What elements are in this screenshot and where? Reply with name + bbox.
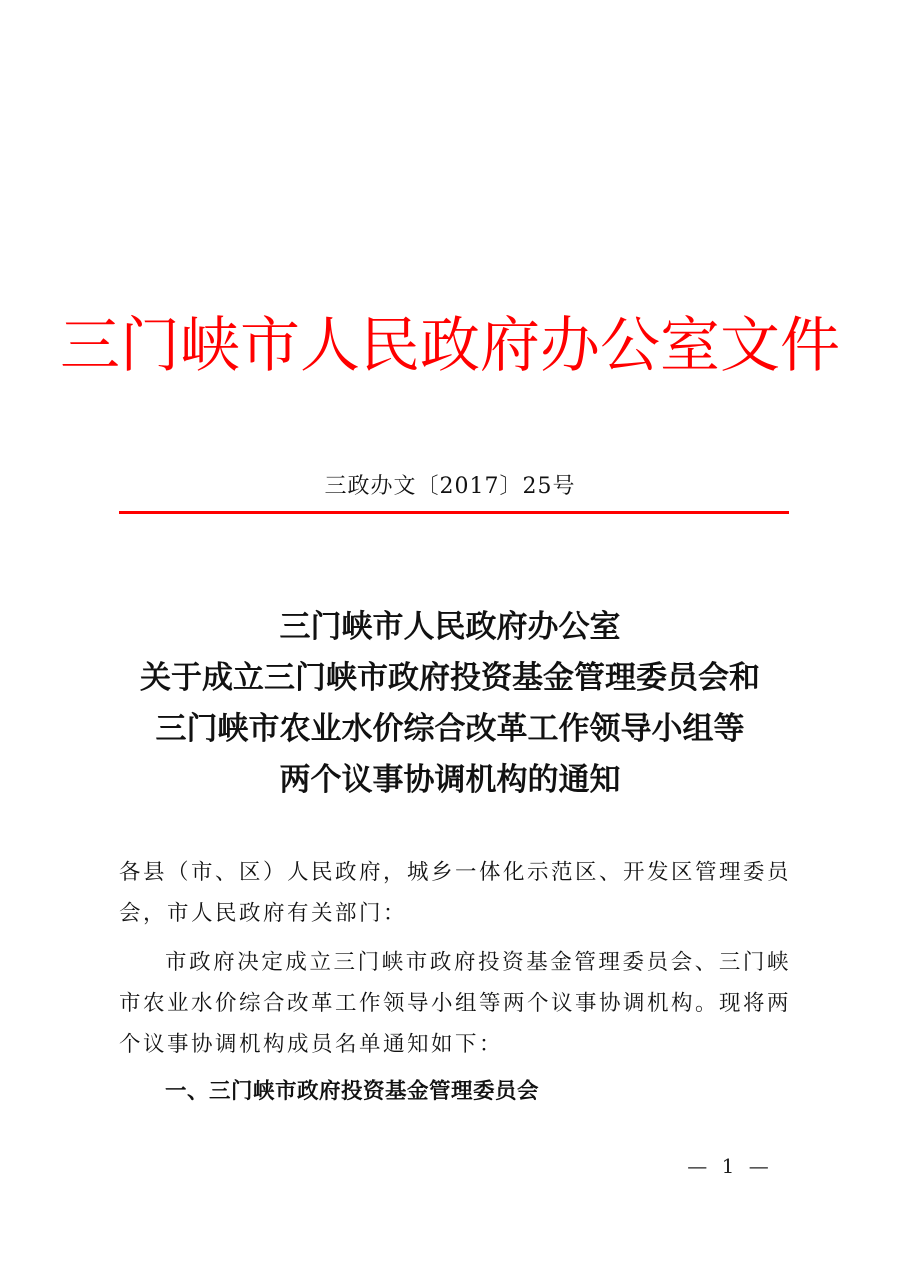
masthead-title: 三门峡市人民政府办公室文件 [60, 311, 840, 381]
title-line-1: 三门峡市人民政府办公室 [279, 609, 621, 645]
section-heading: 一、三门峡市政府投资基金管理委员会 [165, 1079, 540, 1104]
body-paragraph: 市政府决定成立三门峡市政府投资基金管理委员会、三门峡市农业水价综合改革工作领导小组等两个议事协调机构。现将两个议事协调机构成员名单通知如下： [119, 950, 792, 1057]
title-line-2: 关于成立三门峡市政府投资基金管理委员会和 [140, 660, 760, 696]
page-number: — 1 — [687, 1154, 773, 1178]
title-line-4: 两个议事协调机构的通知 [279, 762, 621, 798]
document-number: 三政办文〔2017〕25号 [324, 474, 576, 499]
red-divider-line [119, 511, 789, 514]
document-title [0, 602, 900, 806]
salutation: 各县（市、区）人民政府，城乡一体化示范区、开发区管理委员会，市人民政府有关部门： [119, 860, 792, 926]
title-line-3: 三门峡市农业水价综合改革工作领导小组等 [155, 711, 745, 747]
